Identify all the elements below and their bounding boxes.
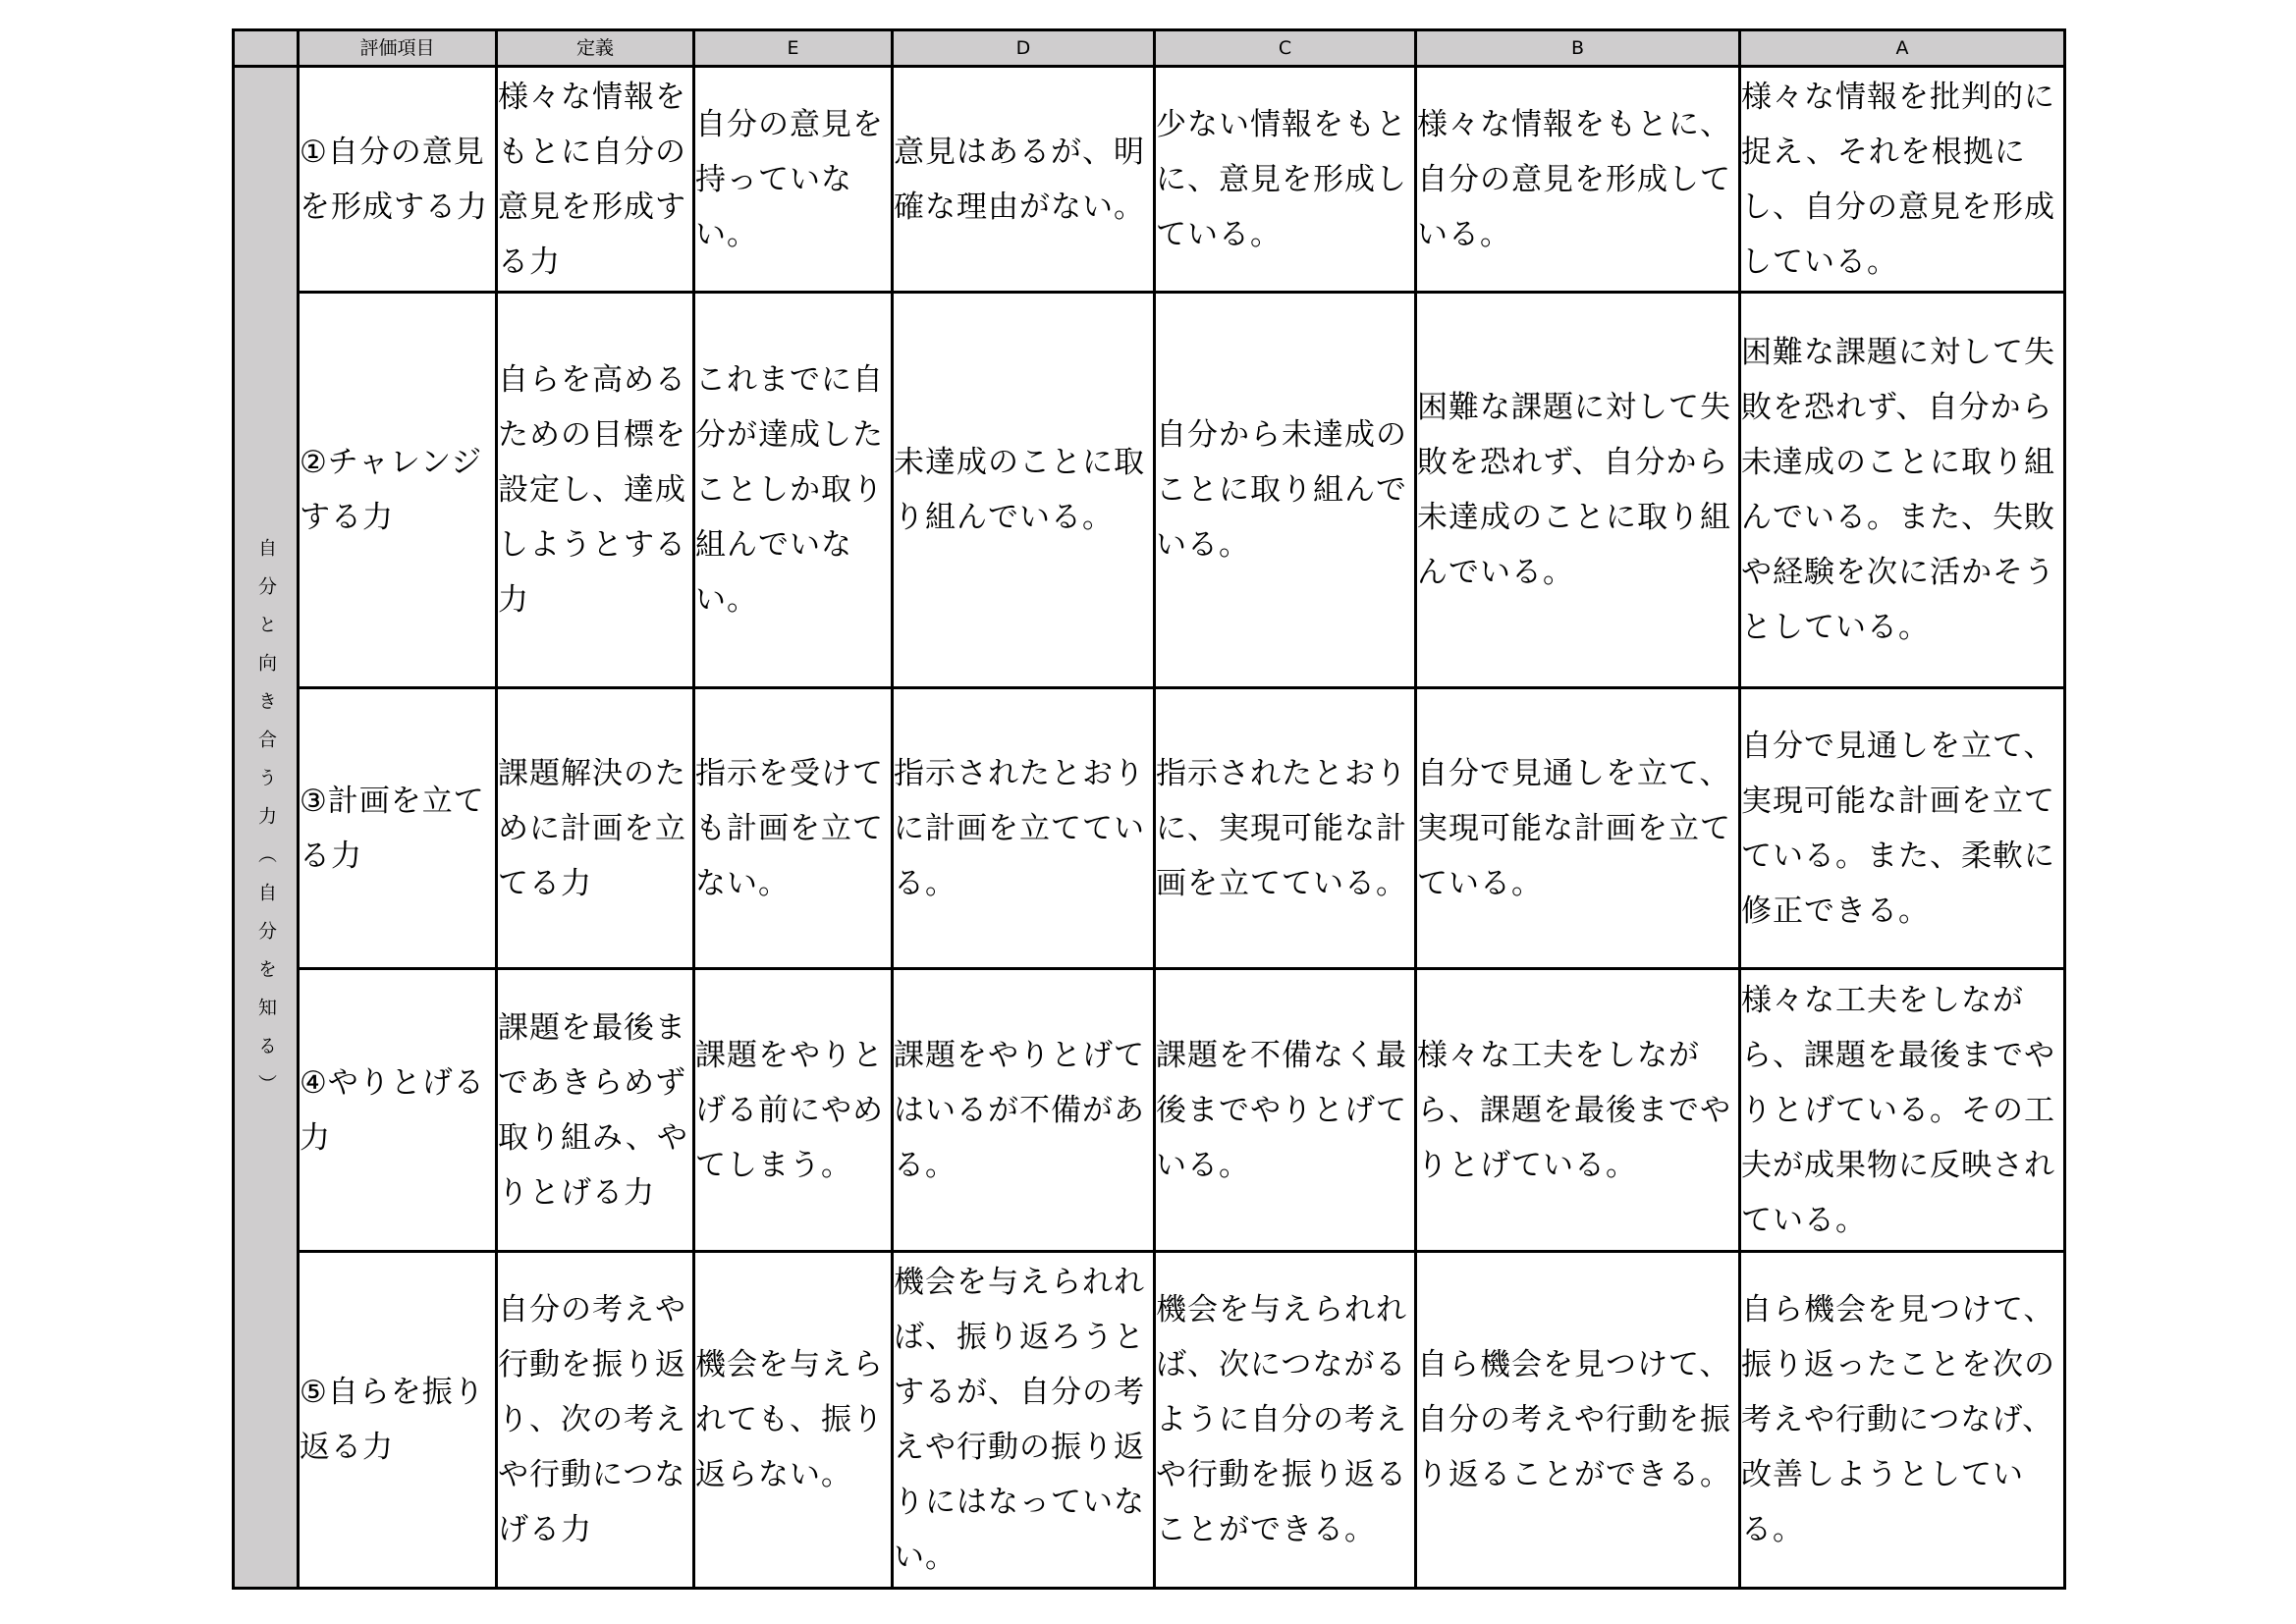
level-c-cell: 機会を与えられれば、次につながるように自分の考えや行動を振り返ることができる。 (1155, 1252, 1416, 1589)
level-e-cell: 課題をやりとげる前にやめてしまう。 (694, 969, 893, 1252)
header-level-e: E (694, 30, 893, 67)
table-row (234, 67, 2065, 293)
level-e-cell: 自分の意見を持っていない。 (694, 67, 893, 293)
level-d-cell: 指示されたとおりに計画を立てている。 (893, 688, 1155, 969)
header-definition: 定義 (497, 30, 694, 67)
level-c-cell: 自分から未達成のことに取り組んでいる。 (1155, 293, 1416, 688)
header-level-d: D (893, 30, 1155, 67)
header-blank (234, 30, 299, 67)
header-level-a: A (1740, 30, 2065, 67)
item-cell: ⑤自らを振り返る力 (299, 1252, 497, 1589)
header-level-b: B (1416, 30, 1740, 67)
item-cell: ④やりとげる力 (299, 969, 497, 1252)
level-a-cell: 様々な工夫をしながら、課題を最後までやりとげている。その工夫が成果物に反映されている。 (1740, 969, 2065, 1252)
level-a-cell: 困難な課題に対して失敗を恐れず、自分から未達成のことに取り組んでいる。また、失敗や経験を次に活かそうとしている。 (1740, 293, 2065, 688)
header-item: 評価項目 (299, 30, 497, 67)
level-c-cell: 課題を不備なく最後までやりとげている。 (1155, 969, 1416, 1252)
level-b-cell: 自ら機会を見つけて、自分の考えや行動を振り返ることができる。 (1416, 1252, 1740, 1589)
level-d-cell: 課題をやりとげてはいるが不備がある。 (893, 969, 1155, 1252)
table-row (234, 969, 2065, 1252)
level-c-cell: 指示されたとおりに、実現可能な計画を立てている。 (1155, 688, 1416, 969)
table-row (234, 293, 2065, 688)
level-b-cell: 様々な工夫をしながら、課題を最後までやりとげている。 (1416, 969, 1740, 1252)
level-e-cell: 機会を与えられても、振り返らない。 (694, 1252, 893, 1589)
header-level-c: C (1155, 30, 1416, 67)
definition-cell: 課題を最後まであきらめず取り組み、やりとげる力 (497, 969, 694, 1252)
category-label-cell (234, 67, 299, 1589)
level-e-cell: 指示を受けても計画を立てない。 (694, 688, 893, 969)
definition-cell: 自らを高めるための目標を設定し、達成しようとする力 (497, 293, 694, 688)
level-c-cell: 少ない情報をもとに、意見を形成している。 (1155, 67, 1416, 293)
level-b-cell: 様々な情報をもとに、自分の意見を形成している。 (1416, 67, 1740, 293)
level-a-cell: 自分で見通しを立て、実現可能な計画を立てている。また、柔軟に修正できる。 (1740, 688, 2065, 969)
definition-cell: 自分の考えや行動を振り返り、次の考えや行動につなげる力 (497, 1252, 694, 1589)
category-label: 自分と向き合う力（自分を知る） (255, 538, 277, 1112)
level-b-cell: 自分で見通しを立て、実現可能な計画を立てている。 (1416, 688, 1740, 969)
level-b-cell: 困難な課題に対して失敗を恐れず、自分から未達成のことに取り組んでいる。 (1416, 293, 1740, 688)
table-row (234, 688, 2065, 969)
level-d-cell: 意見はあるが、明確な理由がない。 (893, 67, 1155, 293)
level-a-cell: 様々な情報を批判的に捉え、それを根拠にし、自分の意見を形成している。 (1740, 67, 2065, 293)
level-d-cell: 機会を与えられれば、振り返ろうとするが、自分の考えや行動の振り返りにはなっていない。 (893, 1252, 1155, 1589)
item-cell: ①自分の意見を形成する力 (299, 67, 497, 293)
level-d-cell: 未達成のことに取り組んでいる。 (893, 293, 1155, 688)
level-a-cell: 自ら機会を見つけて、振り返ったことを次の考えや行動につなげ、改善しようとしている。 (1740, 1252, 2065, 1589)
table-row (234, 1252, 2065, 1589)
definition-cell: 様々な情報をもとに自分の意見を形成する力 (497, 67, 694, 293)
evaluation-rubric-table (232, 28, 2066, 1590)
header-row (234, 30, 2065, 67)
level-e-cell: これまでに自分が達成したことしか取り組んでいない。 (694, 293, 893, 688)
definition-cell: 課題解決のために計画を立てる力 (497, 688, 694, 969)
item-cell: ②チャレンジする力 (299, 293, 497, 688)
item-cell: ③計画を立てる力 (299, 688, 497, 969)
